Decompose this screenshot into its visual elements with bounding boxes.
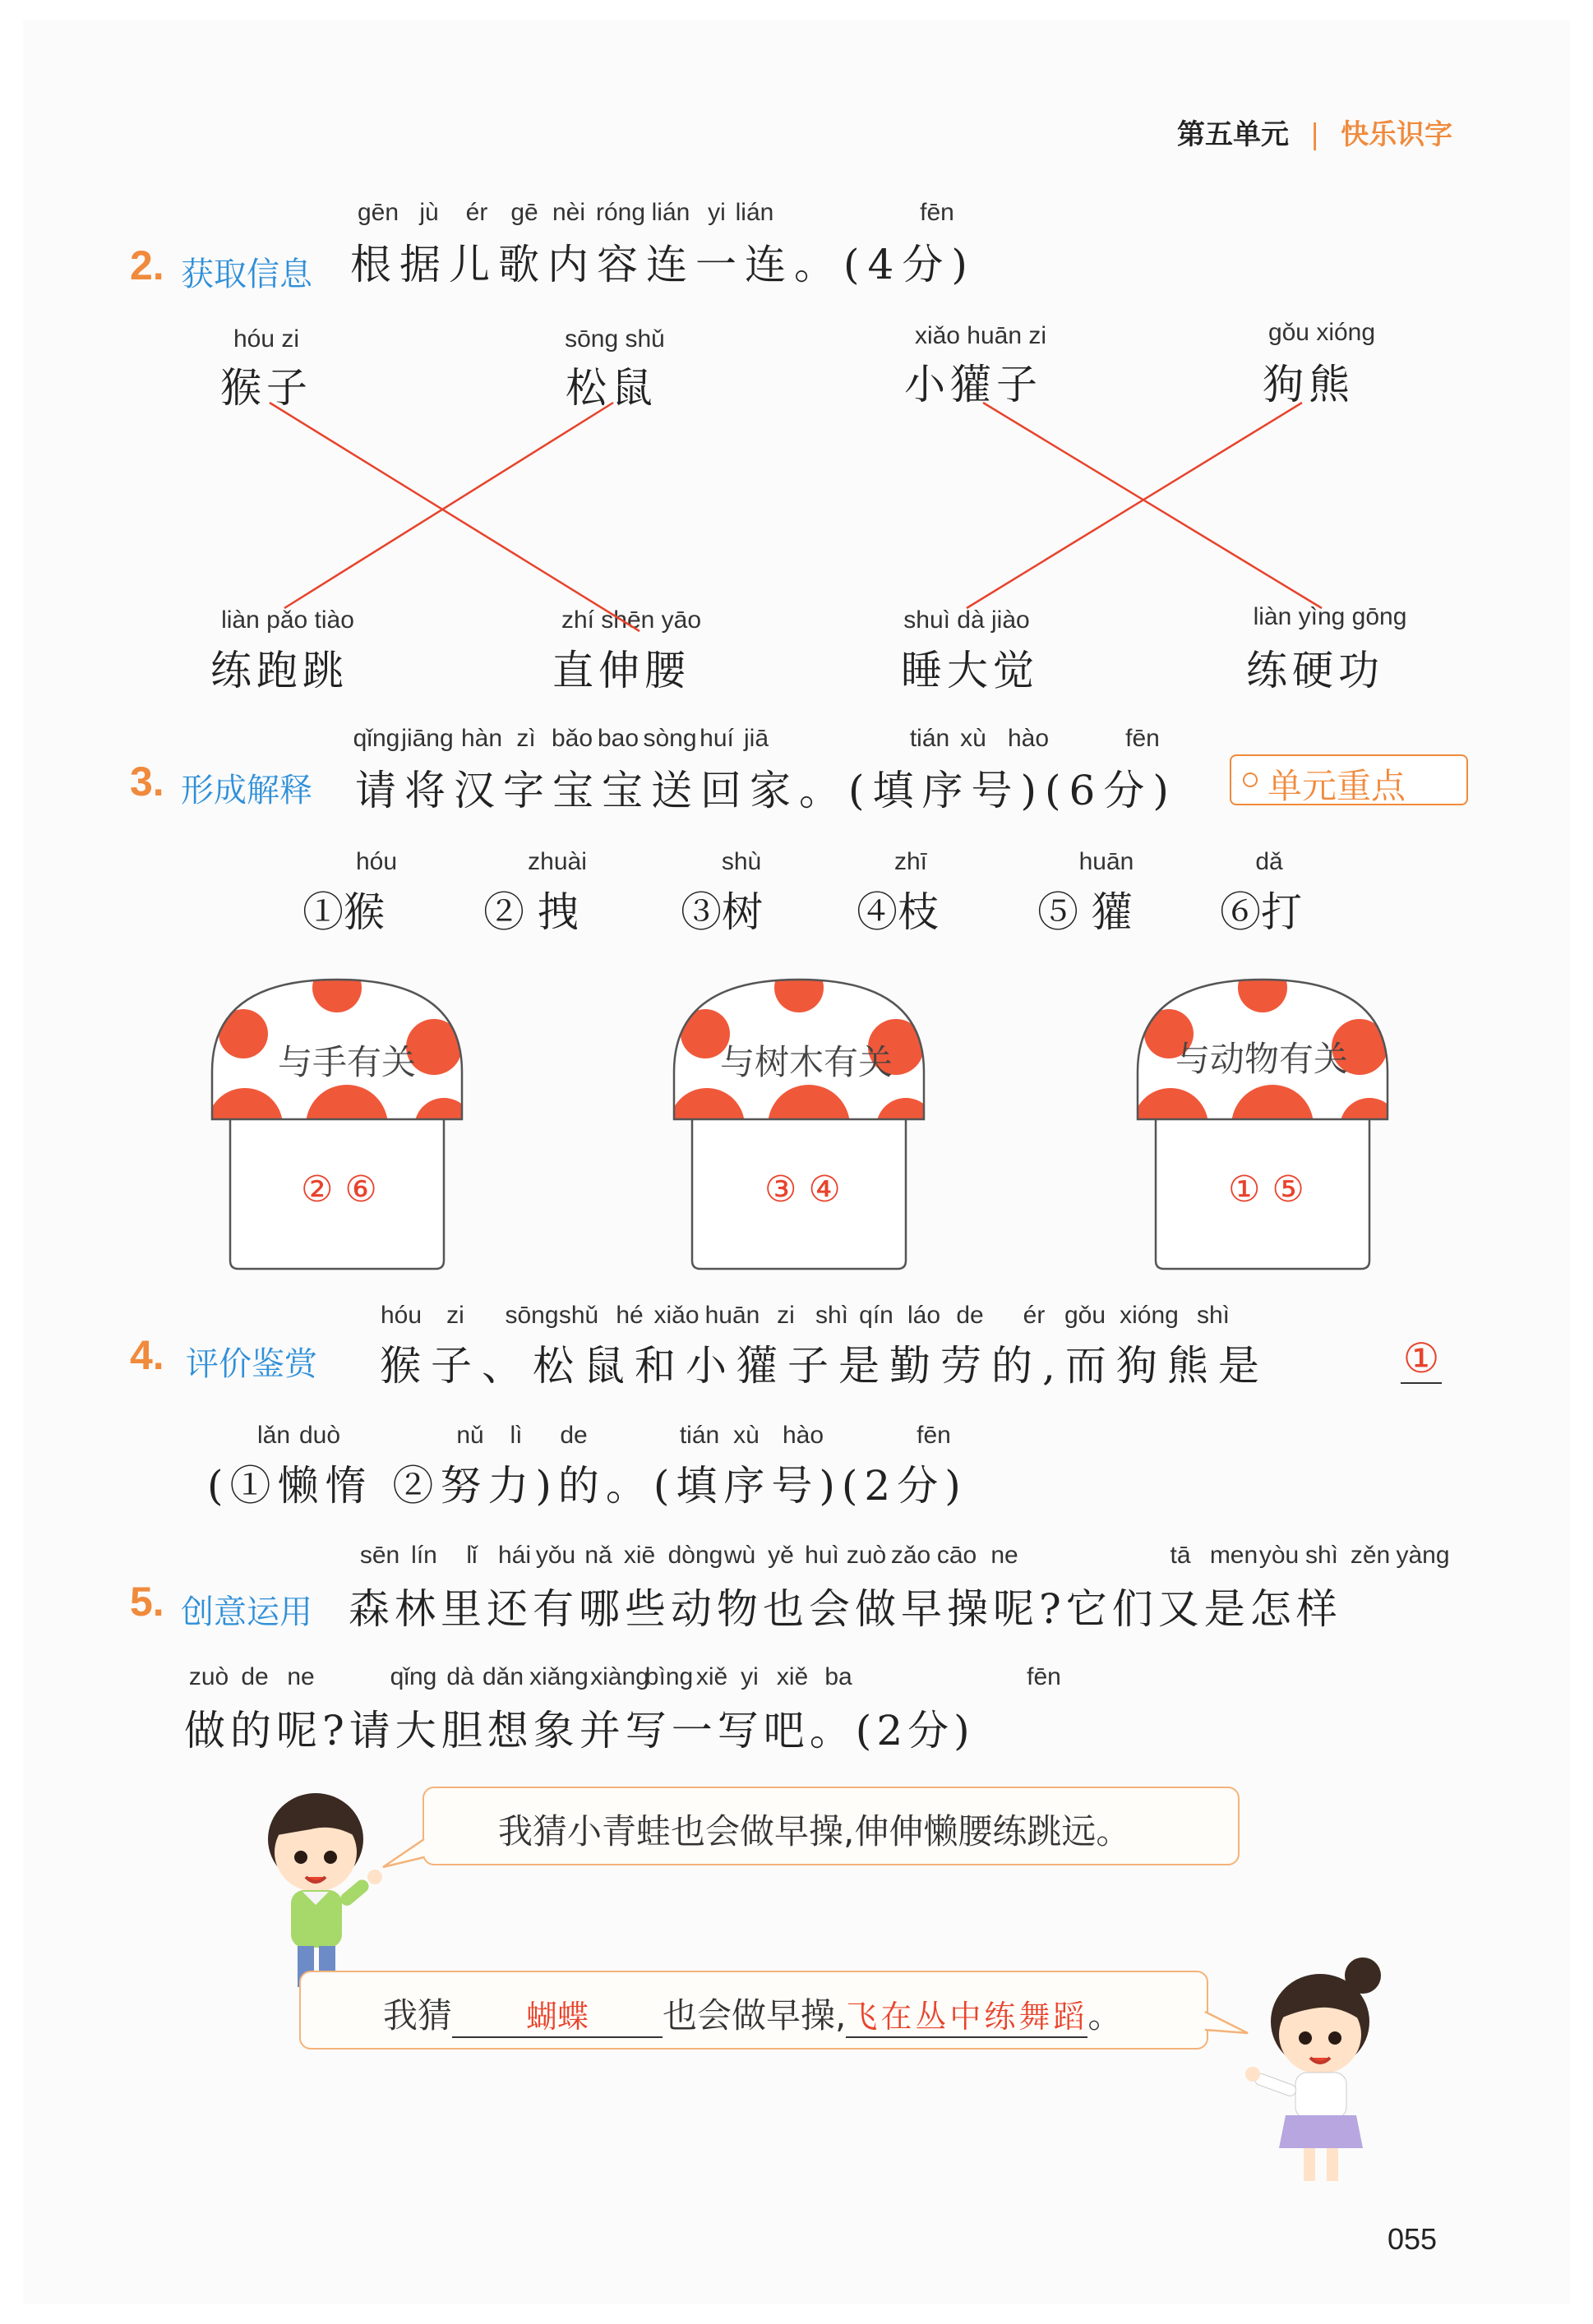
pinyin: lín bbox=[411, 1542, 437, 1569]
pinyin: tián bbox=[679, 1422, 720, 1449]
pinyin: huí bbox=[700, 725, 734, 752]
pinyin: tián bbox=[909, 725, 950, 752]
q3-char-4: ④枝 bbox=[857, 888, 939, 936]
pinyin: duò bbox=[298, 1422, 341, 1449]
pinyin: jiā bbox=[743, 725, 769, 752]
q5-number: 5. bbox=[130, 1579, 164, 1625]
q3-char-pinyin-3: shù bbox=[721, 848, 762, 875]
q3-char-pinyin-4: zhī bbox=[893, 848, 928, 875]
house-answer-3: ① ⑤ bbox=[1228, 1169, 1304, 1210]
pinyin: yòu bbox=[1258, 1542, 1300, 1569]
q5-line-1: 森林里还有哪些动物也会做早操呢?它们又是怎样 bbox=[349, 1585, 1342, 1633]
mushroom-house-3 bbox=[1133, 965, 1399, 1269]
pinyin: de bbox=[956, 1302, 984, 1329]
pinyin: lián bbox=[735, 199, 774, 226]
q2-bottom-item-3: 睡大觉 bbox=[901, 647, 1039, 694]
house-answer-2: ③ ④ bbox=[764, 1169, 841, 1210]
pinyin: men bbox=[1209, 1542, 1258, 1569]
pinyin: gēn bbox=[357, 199, 399, 226]
pinyin: xióng bbox=[1120, 1302, 1179, 1329]
q2-top-item-3: 小獾子 bbox=[904, 361, 1042, 408]
pinyin: shǔ bbox=[558, 1302, 599, 1329]
pinyin: yǒu bbox=[535, 1542, 576, 1569]
fill-middle: 也会做早操, bbox=[663, 1995, 847, 2036]
answer-speech-bubble bbox=[299, 1971, 1208, 2050]
pinyin: hào bbox=[1007, 725, 1050, 752]
pinyin: dà bbox=[446, 1663, 474, 1690]
action-answer: 飞在丛中练舞蹈 bbox=[846, 1999, 1088, 2035]
pinyin: ér bbox=[1023, 1302, 1046, 1329]
pinyin: lì bbox=[510, 1422, 523, 1449]
q3-char-6: ⑥打 bbox=[1220, 888, 1302, 936]
badge-label: 单元重点 bbox=[1267, 766, 1406, 806]
pinyin: zì bbox=[516, 725, 536, 752]
q2-bottom-item-1: 练跑跳 bbox=[210, 647, 349, 694]
pinyin: xiǎo bbox=[653, 1302, 700, 1329]
q4-number: 4. bbox=[130, 1332, 164, 1378]
q2-bottom-pinyin-2: zhí shēn yāo bbox=[561, 606, 702, 634]
pinyin: hé bbox=[616, 1302, 644, 1329]
pinyin: xù bbox=[960, 725, 986, 752]
q3-char-pinyin-1: hóu bbox=[355, 848, 398, 875]
pinyin: xù bbox=[733, 1422, 760, 1449]
pinyin: ba bbox=[824, 1663, 852, 1690]
pinyin: hóu bbox=[380, 1302, 422, 1329]
q2-matching-lines bbox=[23, 20, 1570, 759]
pinyin: de bbox=[241, 1663, 269, 1690]
q3-char-2: ② 拽 bbox=[483, 888, 579, 936]
pinyin: zuò bbox=[188, 1663, 229, 1690]
fill-end: 。 bbox=[1087, 1995, 1123, 2036]
pinyin: xiě bbox=[695, 1663, 728, 1690]
pinyin: qín bbox=[859, 1302, 893, 1329]
pinyin: yi bbox=[741, 1663, 759, 1690]
mushroom-house-2 bbox=[669, 965, 935, 1269]
pinyin: sōng bbox=[505, 1302, 559, 1329]
pinyin: ne bbox=[287, 1663, 315, 1690]
q2-question-text: 根据儿歌内容连一连。(4分) bbox=[350, 241, 976, 288]
q2-bottom-item-4: 练硬功 bbox=[1246, 647, 1384, 694]
pinyin: hàn bbox=[460, 725, 503, 752]
pinyin: zi bbox=[777, 1302, 795, 1329]
pinyin: xiē bbox=[623, 1542, 656, 1569]
q2-top-item-4: 狗熊 bbox=[1263, 361, 1355, 408]
pinyin: qǐng bbox=[390, 1663, 437, 1690]
pinyin: zǎo bbox=[890, 1542, 931, 1569]
pinyin: tā bbox=[1170, 1542, 1191, 1569]
q4-line-2: (①懒惰 ②努力)的。(填序号)(2分) bbox=[207, 1462, 967, 1510]
pinyin: cāo bbox=[936, 1542, 977, 1569]
pinyin: huān bbox=[704, 1302, 760, 1329]
q2-top-pinyin-1: hóu zi bbox=[233, 325, 300, 353]
animal-answer: 蝴蝶 bbox=[526, 1999, 589, 2035]
pinyin: zi bbox=[446, 1302, 464, 1329]
pinyin: dòng bbox=[667, 1542, 723, 1569]
pinyin: xiàng bbox=[590, 1663, 649, 1690]
pinyin: bao bbox=[597, 725, 640, 752]
match-line bbox=[270, 403, 640, 631]
pinyin: xiǎng bbox=[529, 1663, 589, 1690]
q2-tag: 获取信息 bbox=[181, 256, 312, 293]
mushroom-houses bbox=[23, 965, 1570, 1293]
page-number: 055 bbox=[1388, 2222, 1438, 2256]
pinyin: lǎn bbox=[256, 1422, 291, 1449]
q2-top-pinyin-4: gǒu xióng bbox=[1267, 319, 1376, 346]
pinyin: jiāng bbox=[401, 725, 454, 752]
header-separator: | bbox=[1309, 118, 1320, 151]
pinyin: lián bbox=[651, 199, 690, 226]
q3-number: 3. bbox=[130, 759, 164, 805]
pinyin: bìng bbox=[644, 1663, 694, 1690]
fill-prefix: 我猜 bbox=[383, 1995, 453, 2036]
pinyin: sēn bbox=[359, 1542, 400, 1569]
pinyin: huì bbox=[805, 1542, 839, 1569]
q2-number: 2. bbox=[130, 242, 164, 288]
badge-circle-icon bbox=[1243, 772, 1258, 787]
pinyin: zuò bbox=[846, 1542, 887, 1569]
pinyin: fēn bbox=[1027, 1663, 1061, 1690]
q2-top-item-2: 松鼠 bbox=[566, 364, 658, 412]
q2-bottom-pinyin-4: liàn yìng gōng bbox=[1253, 603, 1407, 630]
pinyin: de bbox=[560, 1422, 588, 1449]
q3-char-pinyin-5: huān bbox=[1078, 848, 1134, 875]
pinyin: gē bbox=[510, 199, 538, 226]
animal-blank[interactable] bbox=[452, 1991, 663, 2038]
house-label-3: 与动物有关 bbox=[1175, 1039, 1349, 1079]
pinyin: nǔ bbox=[456, 1422, 484, 1449]
boy-illustration bbox=[237, 1782, 401, 1995]
action-blank[interactable] bbox=[846, 1991, 1087, 2038]
pinyin: qǐng bbox=[353, 725, 400, 752]
pinyin: yàng bbox=[1396, 1542, 1450, 1569]
q4-tag: 评价鉴赏 bbox=[186, 1345, 317, 1383]
house-label-1: 与手有关 bbox=[278, 1042, 417, 1082]
pinyin: gǒu bbox=[1064, 1302, 1106, 1329]
q2-top-pinyin-2: sōng shǔ bbox=[565, 325, 665, 353]
match-line bbox=[284, 403, 613, 608]
pinyin: ér bbox=[465, 199, 488, 226]
q2-bottom-pinyin-1: liàn pǎo tiào bbox=[221, 606, 354, 634]
pinyin: nèi bbox=[552, 199, 586, 226]
pinyin: róng bbox=[595, 199, 646, 226]
q5-line-2: 做的呢?请大胆想象并写一写吧。(2分) bbox=[184, 1707, 975, 1755]
pinyin: nǎ bbox=[584, 1542, 612, 1569]
q3-question-text: 请将汉字宝宝送回家。(填序号)(6分) bbox=[355, 767, 1177, 814]
pinyin: sòng bbox=[643, 725, 697, 752]
q4-answer: ① bbox=[1401, 1335, 1442, 1384]
unit-label: 第五单元 bbox=[1177, 118, 1289, 151]
workbook-page bbox=[23, 20, 1570, 2304]
pinyin: bǎo bbox=[551, 725, 593, 752]
pinyin: shì bbox=[815, 1302, 849, 1329]
pinyin: lǐ bbox=[466, 1542, 478, 1569]
pinyin: zěn bbox=[1350, 1542, 1391, 1569]
fill-sentence bbox=[383, 1989, 1122, 2038]
q3-char-1: ①猴 bbox=[302, 888, 385, 936]
house-answer-1: ② ⑥ bbox=[301, 1169, 377, 1210]
match-line bbox=[967, 403, 1302, 608]
pinyin: yě bbox=[768, 1542, 794, 1569]
q2-top-pinyin-3: xiǎo huān zi bbox=[914, 322, 1047, 349]
q5-tag: 创意运用 bbox=[181, 1593, 312, 1631]
pinyin: dǎn bbox=[482, 1663, 524, 1690]
pinyin: shì bbox=[1304, 1542, 1339, 1569]
mushroom-house-1 bbox=[207, 965, 473, 1269]
key-point-badge bbox=[1230, 754, 1468, 805]
pinyin: ne bbox=[990, 1542, 1018, 1569]
q3-tag: 形成解释 bbox=[181, 772, 312, 809]
q4-line-1: 猴子、松鼠和小獾子是勤劳的,而狗熊是 bbox=[380, 1342, 1269, 1390]
q2-bottom-pinyin-3: shuì dà jiào bbox=[903, 606, 1030, 634]
q3-char-5: ⑤ 獾 bbox=[1037, 888, 1133, 936]
pinyin: yi bbox=[708, 199, 726, 226]
pinyin: hái bbox=[497, 1542, 532, 1569]
pinyin: jù bbox=[419, 199, 439, 226]
pinyin: fēn bbox=[1125, 725, 1160, 752]
girl-illustration bbox=[1231, 1943, 1412, 2189]
q2-top-item-1: 猴子 bbox=[220, 364, 312, 412]
pinyin: láo bbox=[907, 1302, 941, 1329]
q3-char-3: ③树 bbox=[681, 888, 763, 936]
pinyin: hào bbox=[782, 1422, 824, 1449]
pinyin: wù bbox=[723, 1542, 756, 1569]
pinyin: xiě bbox=[776, 1663, 809, 1690]
pinyin: fēn bbox=[920, 199, 954, 226]
q3-char-pinyin-2: zhuài bbox=[528, 848, 587, 875]
house-label-2: 与树木有关 bbox=[720, 1042, 893, 1082]
q3-char-pinyin-6: dǎ bbox=[1255, 848, 1283, 875]
pinyin: fēn bbox=[917, 1422, 951, 1449]
pinyin: shì bbox=[1196, 1302, 1231, 1329]
q2-bottom-item-2: 直伸腰 bbox=[552, 647, 690, 694]
match-line bbox=[983, 403, 1322, 608]
example-speech-bubble bbox=[422, 1787, 1240, 1865]
topic-label: 快乐识字 bbox=[1341, 118, 1453, 151]
example-sentence: 我猜小青蛙也会做早操,伸伸懒腰练跳远。 bbox=[498, 1811, 1131, 1851]
